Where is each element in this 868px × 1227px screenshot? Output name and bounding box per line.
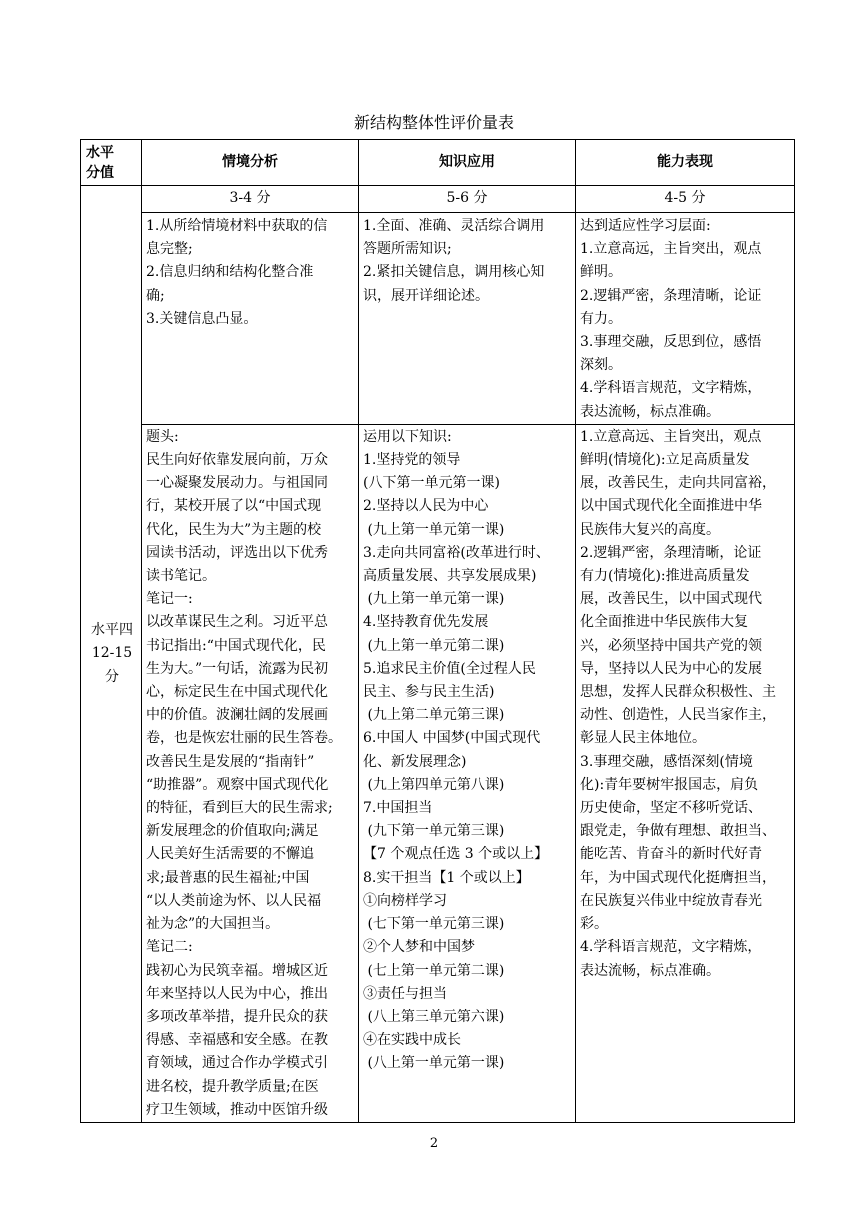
- level-cell: [81, 186, 142, 1123]
- text-line: 2.紧扣关键信息，调用核心知: [363, 264, 545, 281]
- criteria-col1: [142, 213, 359, 425]
- text-line: ①向榜样学习: [363, 892, 447, 909]
- text-line: 进名校，提升教学质量;在医: [146, 1078, 319, 1095]
- text-line: (八上第三单元第六课): [363, 1008, 505, 1025]
- text-line: 民主、参与民主生活): [363, 684, 495, 701]
- text-line: 以改革谋民生之利。习近平总: [146, 614, 328, 631]
- text-line: 3.走向共同富裕(改革进行时、: [363, 544, 550, 561]
- text-line: 年来坚持以人民为中心，推出: [146, 985, 328, 1002]
- header-level-text: 水平 分值: [86, 144, 114, 181]
- header-knowledge-application: 知识应用: [359, 140, 576, 186]
- text-line: 4.坚持教育优先发展: [363, 614, 489, 631]
- text-line: 化):青年要树牢报国志，肩负: [580, 776, 759, 793]
- text-line: 跟党走，争做有理想、敢担当、: [580, 823, 776, 840]
- text-line: 践初心为民筑幸福。增城区近: [146, 962, 328, 979]
- text-line: 1.从所给情境材料中获取的信: [146, 218, 328, 234]
- text-line: 2.逻辑严密，条理清晰，论证: [580, 287, 762, 304]
- text-line: 在民族复兴伟业中绽放青春光: [580, 892, 762, 909]
- header-ability-performance: 能力表现: [576, 140, 795, 186]
- criteria-col2: [359, 213, 576, 425]
- text-line: 3.事理交融，感悟深刻(情境: [580, 753, 753, 770]
- text-line: 展，改善民生，以中国式现代: [580, 591, 762, 608]
- text-line: 达到适应性学习层面:: [580, 218, 711, 234]
- text-line: 有力(情境化):推进高质量发: [580, 568, 750, 585]
- text-line: 笔记一:: [146, 591, 193, 608]
- text-line: 导，坚持以人民为中心的发展: [580, 660, 762, 677]
- text-line: 以中国式现代化全面推进中华: [580, 498, 762, 515]
- criteria-col3: [576, 213, 795, 425]
- text-line: (八下第一单元第一课): [363, 475, 500, 492]
- text-line: 识，展开详细论述。: [363, 287, 489, 304]
- text-line: 思想，发挥人民群众积极性、主: [580, 684, 776, 701]
- text-line: 运用以下知识:: [363, 428, 452, 445]
- text-line: 彰显人民主体地位。: [580, 730, 706, 747]
- text-line: 代化，民生为大”为主题的校: [146, 521, 322, 538]
- header-level: [81, 140, 142, 186]
- text-line: 兴，必须坚持中国共产党的领: [580, 637, 762, 654]
- text-line: 有力。: [580, 310, 622, 327]
- text-line: 心，标定民生在中国式现代化: [146, 684, 328, 701]
- page-number: 2: [429, 1136, 439, 1151]
- text-line: 能吃苦、肯奋斗的新时代好青: [580, 846, 762, 863]
- text-line: 表达流畅，标点准确。: [580, 962, 720, 979]
- text-line: 求;最普惠的民生福祉;中国: [146, 869, 310, 886]
- text-line: 中的价值。波澜壮阔的发展画: [146, 707, 328, 724]
- text-line: 鲜明(情境化):立足高质量发: [580, 452, 750, 469]
- text-line: 多项改革举措，提升民众的获: [146, 1008, 328, 1025]
- text-line: 6.中国人 中国梦(中国式现代: [363, 730, 541, 747]
- text-line: 祉为念”的大国担当。: [146, 916, 280, 933]
- text-line: 彩。: [580, 916, 608, 933]
- text-line: ②个人梦和中国梦: [363, 939, 475, 956]
- text-line: 4.学科语言规范，文字精炼，: [580, 380, 762, 397]
- header-situation-analysis: 情境分析: [142, 140, 359, 186]
- text-line: 8.实干担当【1 个或以上】: [363, 869, 530, 886]
- text-line: 年，为中国式现代化挺膺担当，: [580, 869, 776, 886]
- score-col2: 5-6 分: [359, 186, 576, 213]
- text-line: 化全面推进中华民族伟大复: [580, 614, 748, 631]
- text-line: 一心凝聚发展动力。与祖国同: [146, 475, 328, 492]
- text-line: 的特征，看到巨大的民生需求;: [146, 800, 333, 817]
- level-label: 水平四 12-15 分: [91, 622, 133, 685]
- text-line: 7.中国担当: [363, 800, 433, 817]
- text-line: 息完整;: [146, 241, 193, 258]
- text-line: 3.事理交融，反思到位，感悟: [580, 334, 762, 351]
- text-line: (九下第一单元第三课): [363, 823, 505, 840]
- text-line: (九上第四单元第八课): [363, 776, 505, 793]
- text-line: 1.坚持党的领导: [363, 452, 461, 469]
- text-line: 笔记二:: [146, 939, 193, 956]
- text-line: “以人类前途为怀、以人民福: [146, 892, 322, 909]
- header-row: [81, 140, 795, 186]
- text-line: 新发展理念的价值取向;满足: [146, 823, 319, 840]
- detail-col2: [359, 424, 576, 1122]
- text-line: 【7 个观点任选 3 个或以上】: [363, 846, 549, 863]
- text-line: 动性、创造性，人民当家作主，: [580, 707, 776, 724]
- text-line: 生为大。”一句话，流露为民初: [146, 660, 329, 677]
- detail-col1: [142, 424, 359, 1122]
- text-line: (九上第一单元第一课): [363, 521, 505, 538]
- text-line: 育领域，通过合作办学模式引: [146, 1055, 328, 1072]
- text-line: 书记指出:“中国式现代化，民: [146, 637, 326, 654]
- score-row: [81, 186, 795, 213]
- text-line: 题头:: [146, 428, 179, 445]
- text-line: 3.关键信息凸显。: [146, 310, 258, 327]
- text-line: 读书笔记。: [146, 568, 216, 585]
- text-line: 2.逻辑严密，条理清晰，论证: [580, 544, 762, 561]
- text-line: 化、新发展理念): [363, 753, 467, 770]
- detail-row: [81, 424, 795, 1122]
- text-line: 疗卫生领域，推动中医馆升级: [146, 1101, 328, 1118]
- criteria-row: [81, 213, 795, 425]
- text-line: (九上第一单元第二课): [363, 637, 505, 654]
- text-line: 2.坚持以人民为中心: [363, 498, 489, 515]
- text-line: 1.立意高远，主旨突出，观点: [580, 241, 762, 258]
- text-line: 民生向好依靠发展向前，万众: [146, 452, 328, 469]
- text-line: ③责任与担当: [363, 985, 447, 1002]
- text-line: (八上第一单元第一课): [363, 1055, 505, 1072]
- text-line: 5.追求民主价值(全过程人民: [363, 660, 536, 677]
- score-col1: 3-4 分: [142, 186, 359, 213]
- text-line: 展，改善民生，走向共同富裕，: [580, 475, 776, 492]
- text-line: 鲜明。: [580, 264, 622, 281]
- text-line: 答题所需知识;: [363, 241, 452, 258]
- text-line: 1.全面、准确、灵活综合调用: [363, 218, 545, 234]
- text-line: 1.立意高远、主旨突出，观点: [580, 428, 762, 445]
- table-title: 新结构整体性评价量表: [353, 113, 514, 132]
- text-line: (九上第二单元第三课): [363, 707, 505, 724]
- text-line: 卷，也是恢宏壮丽的民生答卷。: [146, 730, 342, 747]
- evaluation-rubric-table: [80, 139, 795, 1123]
- text-line: 人民美好生活需要的不懈追: [146, 846, 314, 863]
- text-line: 确;: [146, 287, 165, 304]
- text-line: 改善民生是发展的“指南针”: [146, 753, 315, 770]
- text-line: (九上第一单元第一课): [363, 591, 505, 608]
- text-line: “助推器”。观察中国式现代化: [146, 776, 329, 793]
- text-line: ④在实践中成长: [363, 1032, 461, 1049]
- text-line: 历史使命，坚定不移听党话、: [580, 800, 762, 817]
- text-line: 民族伟大复兴的高度。: [580, 521, 720, 538]
- score-col3: 4-5 分: [576, 186, 795, 213]
- detail-col3: [576, 424, 795, 1122]
- text-line: 深刻。: [580, 357, 622, 374]
- text-line: 2.信息归纳和结构化整合准: [146, 264, 314, 281]
- text-line: 表达流畅，标点准确。: [580, 403, 720, 420]
- text-line: (七上第一单元第二课): [363, 962, 505, 979]
- text-line: 高质量发展、共享发展成果): [363, 568, 537, 585]
- text-line: 4.学科语言规范，文字精炼，: [580, 939, 762, 956]
- text-line: (七下第一单元第三课): [363, 916, 505, 933]
- text-line: 行，某校开展了以“中国式现: [146, 498, 322, 515]
- text-line: 得感、幸福感和安全感。在教: [146, 1032, 328, 1049]
- text-line: 园读书活动，评选出以下优秀: [146, 544, 328, 561]
